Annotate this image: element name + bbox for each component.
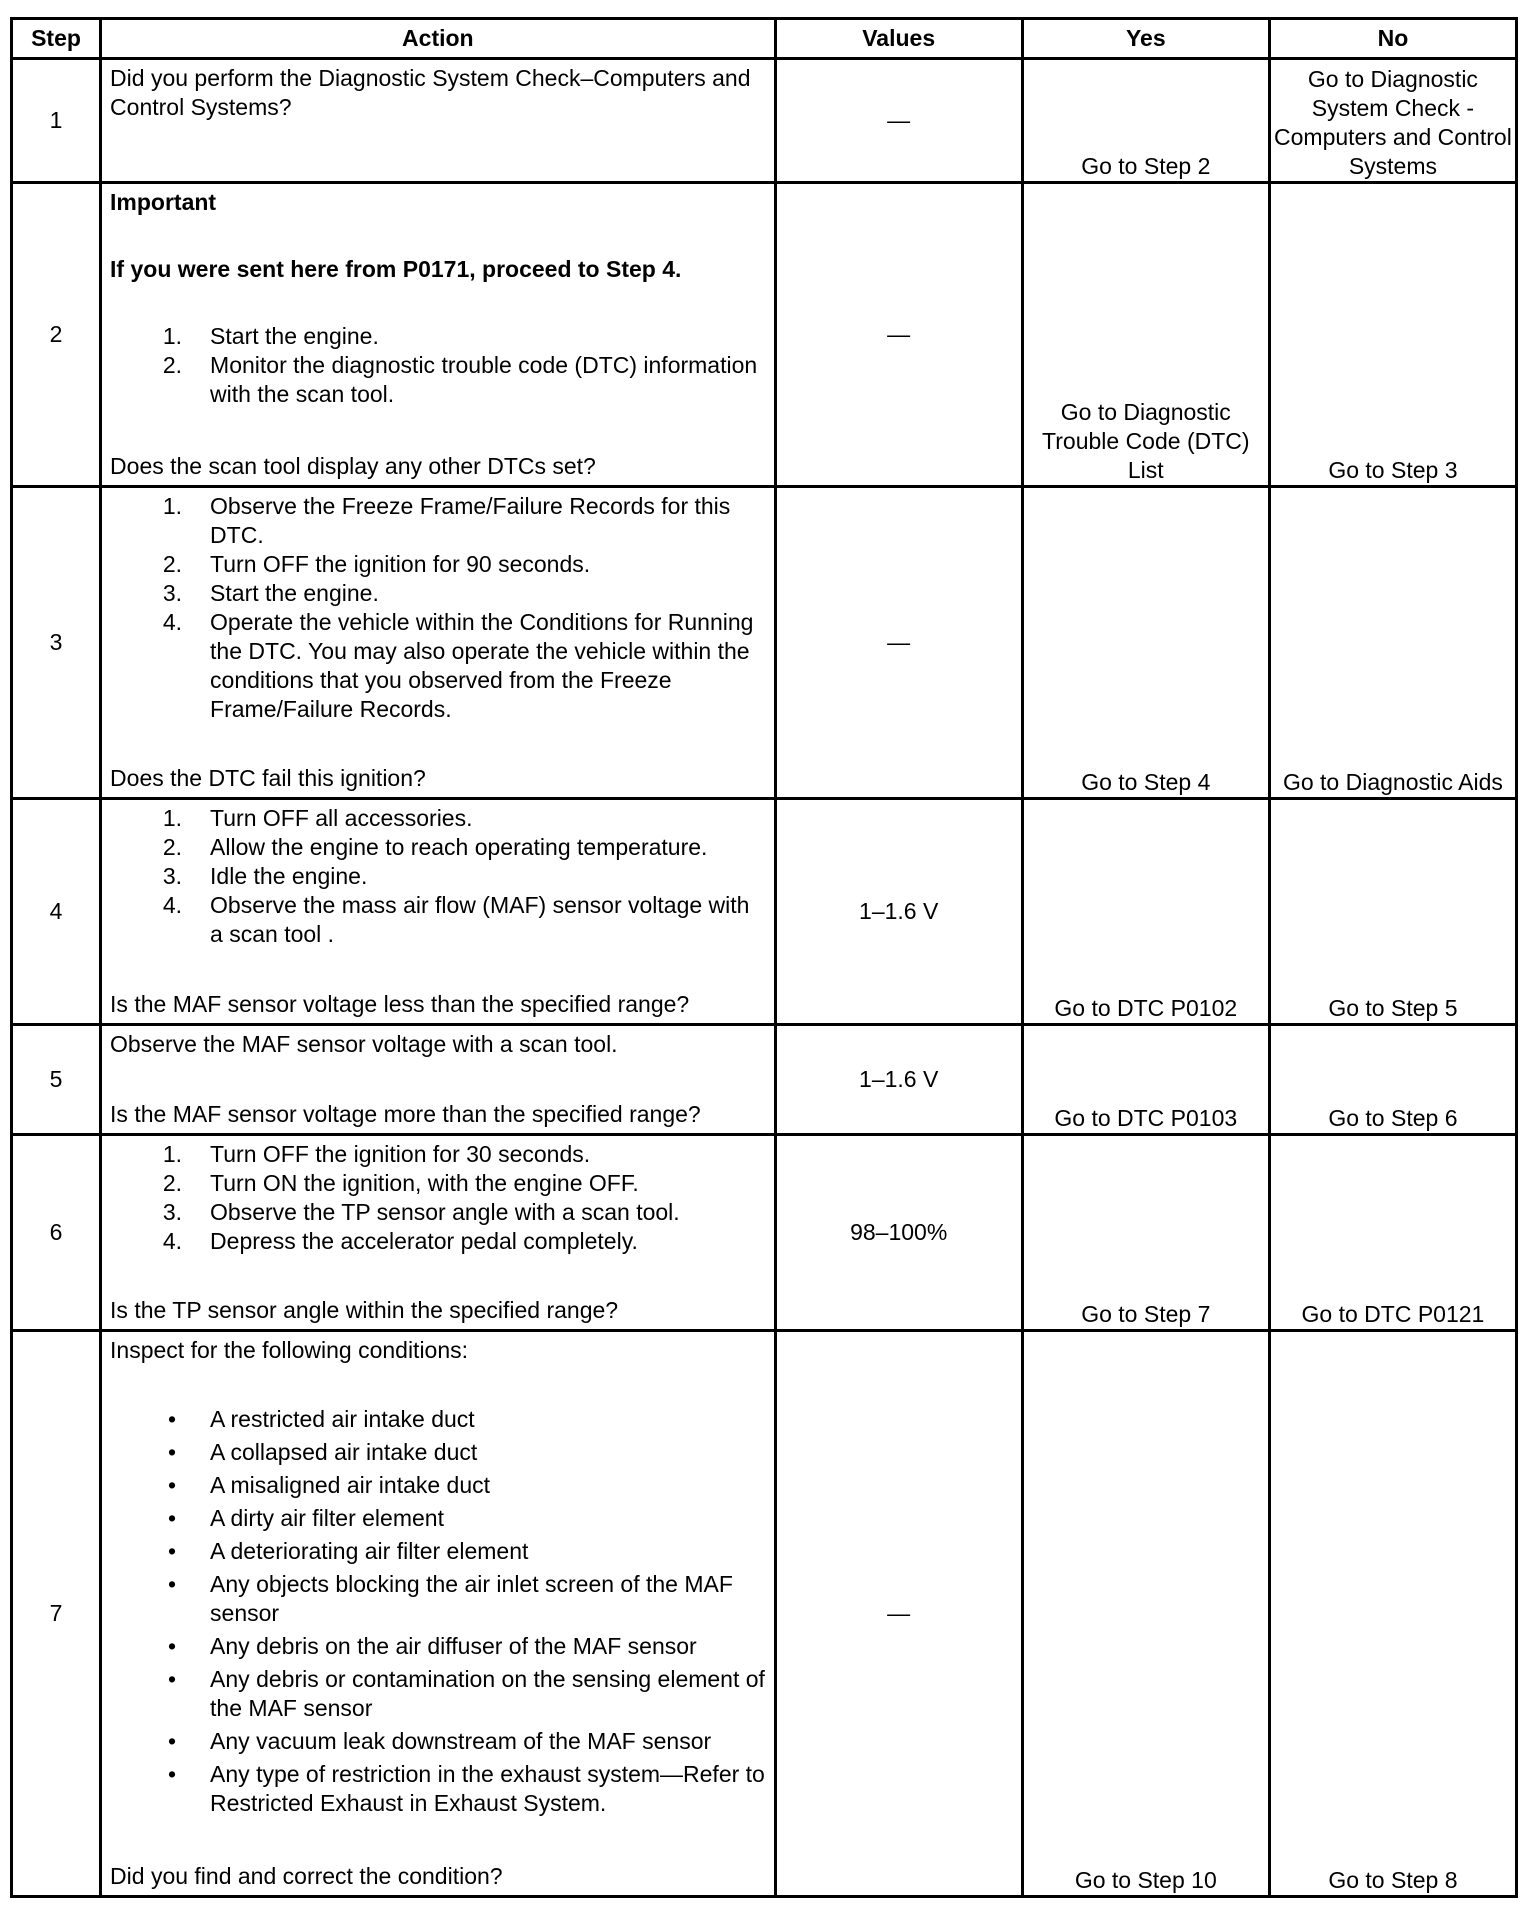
list-item: 3. Observe the TP sensor angle with a scan tool. bbox=[162, 1199, 680, 1225]
value-cell: 98–100% bbox=[775, 1135, 1022, 1331]
diagnostic-table bbox=[10, 17, 1518, 1898]
action-intro: Did you perform the Diagnostic System Check–Computers and Control Systems? bbox=[110, 65, 751, 120]
action-cell bbox=[101, 59, 776, 183]
action-question: Does the DTC fail this ignition? bbox=[110, 765, 426, 791]
yes-cell: Go to Diagnostic Trouble Code (DTC) List bbox=[1022, 183, 1269, 487]
step-number: 5 bbox=[12, 1025, 101, 1135]
value-cell: — bbox=[775, 183, 1022, 487]
diagnostic-table-container bbox=[10, 17, 1518, 1898]
action-cell bbox=[101, 1025, 776, 1135]
step-number: 6 bbox=[12, 1135, 101, 1331]
procedure-list bbox=[110, 322, 766, 409]
list-item: 1. Turn OFF all accessories. bbox=[162, 805, 473, 831]
action-question: Did you find and correct the condition? bbox=[110, 1863, 503, 1889]
important-text: If you were sent here from P0171, proceed to Step 4. bbox=[110, 256, 682, 282]
list-item: 3. Start the engine. bbox=[162, 580, 379, 606]
no-cell: Go to Step 8 bbox=[1269, 1331, 1516, 1897]
list-item: 1. Turn OFF the ignition for 30 seconds. bbox=[162, 1141, 591, 1167]
list-item: 4. Depress the accelerator pedal completely. bbox=[162, 1228, 638, 1254]
yes-cell: Go to Step 10 bbox=[1022, 1331, 1269, 1897]
table-row bbox=[12, 59, 1517, 183]
table-row bbox=[12, 1025, 1517, 1135]
step-number: 7 bbox=[12, 1331, 101, 1897]
condition-list bbox=[110, 1405, 766, 1818]
list-item: 4. Operate the vehicle within the Conditions for Running the DTC. You may also operate the vehicle within the conditions that you observed from the Freeze Frame/Failure Records. bbox=[162, 609, 754, 722]
list-item: • A dirty air filter element bbox=[167, 1505, 444, 1531]
step-number: 2 bbox=[12, 183, 101, 487]
value-cell: — bbox=[775, 59, 1022, 183]
action-question: Is the TP sensor angle within the specified range? bbox=[110, 1297, 619, 1323]
list-item: • A collapsed air intake duct bbox=[167, 1439, 478, 1465]
header-row bbox=[12, 19, 1517, 59]
list-item: • Any debris on the air diffuser of the MAF sensor bbox=[167, 1633, 697, 1659]
list-item: 1. Observe the Freeze Frame/Failure Records for this DTC. bbox=[162, 493, 731, 548]
yes-cell: Go to Step 4 bbox=[1022, 487, 1269, 799]
table-row bbox=[12, 1135, 1517, 1331]
no-cell: Go to DTC P0121 bbox=[1269, 1135, 1516, 1331]
table-row bbox=[12, 1331, 1517, 1897]
action-intro: Observe the MAF sensor voltage with a scan tool. bbox=[110, 1031, 618, 1057]
no-cell: Go to Step 5 bbox=[1269, 799, 1516, 1025]
list-item: • Any type of restriction in the exhaust system—Refer to Restricted Exhaust in Exhaust System. bbox=[167, 1761, 765, 1816]
no-cell: Go to Step 3 bbox=[1269, 183, 1516, 487]
value-cell: — bbox=[775, 1331, 1022, 1897]
procedure-list bbox=[110, 804, 766, 949]
header-yes: Yes bbox=[1022, 19, 1269, 59]
table-row bbox=[12, 183, 1517, 487]
no-cell: Go to Diagnostic Aids bbox=[1269, 487, 1516, 799]
list-item: • Any vacuum leak downstream of the MAF sensor bbox=[167, 1728, 712, 1754]
table-row bbox=[12, 799, 1517, 1025]
action-intro: Inspect for the following conditions: bbox=[110, 1337, 469, 1363]
action-cell bbox=[101, 183, 776, 487]
list-item: • Any debris or contamination on the sensing element of the MAF sensor bbox=[167, 1666, 765, 1721]
header-values: Values bbox=[775, 19, 1022, 59]
procedure-list bbox=[110, 492, 766, 724]
list-item: • A restricted air intake duct bbox=[167, 1406, 475, 1432]
list-item: • Any objects blocking the air inlet screen of the MAF sensor bbox=[167, 1571, 733, 1626]
step-number: 1 bbox=[12, 59, 101, 183]
yes-cell: Go to Step 7 bbox=[1022, 1135, 1269, 1331]
value-cell: 1–1.6 V bbox=[775, 1025, 1022, 1135]
important-label: Important bbox=[110, 189, 217, 215]
yes-cell: Go to DTC P0103 bbox=[1022, 1025, 1269, 1135]
yes-cell: Go to Step 2 bbox=[1022, 59, 1269, 183]
step-number: 4 bbox=[12, 799, 101, 1025]
value-cell: — bbox=[775, 487, 1022, 799]
list-item: • A misaligned air intake duct bbox=[167, 1472, 491, 1498]
list-item: 2. Monitor the diagnostic trouble code (DTC) information with the scan tool. bbox=[162, 352, 758, 407]
action-question: Is the MAF sensor voltage less than the specified range? bbox=[110, 991, 690, 1017]
action-question: Does the scan tool display any other DTCs set? bbox=[110, 453, 596, 479]
yes-cell: Go to DTC P0102 bbox=[1022, 799, 1269, 1025]
step-number: 3 bbox=[12, 487, 101, 799]
procedure-list bbox=[110, 1140, 766, 1256]
header-no: No bbox=[1269, 19, 1516, 59]
action-question: Is the MAF sensor voltage more than the specified range? bbox=[110, 1101, 701, 1127]
value-cell: 1–1.6 V bbox=[775, 799, 1022, 1025]
list-item: 4. Observe the mass air flow (MAF) sensor voltage with a scan tool . bbox=[162, 892, 750, 947]
list-item: • A deteriorating air filter element bbox=[167, 1538, 529, 1564]
action-cell bbox=[101, 487, 776, 799]
header-step: Step bbox=[12, 19, 101, 59]
list-item: 2. Allow the engine to reach operating temperature. bbox=[162, 834, 708, 860]
action-cell bbox=[101, 1331, 776, 1897]
no-cell: Go to Diagnostic System Check - Computers and Control Systems bbox=[1269, 59, 1516, 183]
list-item: 1. Start the engine. bbox=[162, 323, 379, 349]
list-item: 2. Turn OFF the ignition for 90 seconds. bbox=[162, 551, 591, 577]
action-cell bbox=[101, 1135, 776, 1331]
action-cell bbox=[101, 799, 776, 1025]
header-action: Action bbox=[101, 19, 776, 59]
table-row bbox=[12, 487, 1517, 799]
list-item: 2. Turn ON the ignition, with the engine OFF. bbox=[162, 1170, 639, 1196]
list-item: 3. Idle the engine. bbox=[162, 863, 368, 889]
no-cell: Go to Step 6 bbox=[1269, 1025, 1516, 1135]
